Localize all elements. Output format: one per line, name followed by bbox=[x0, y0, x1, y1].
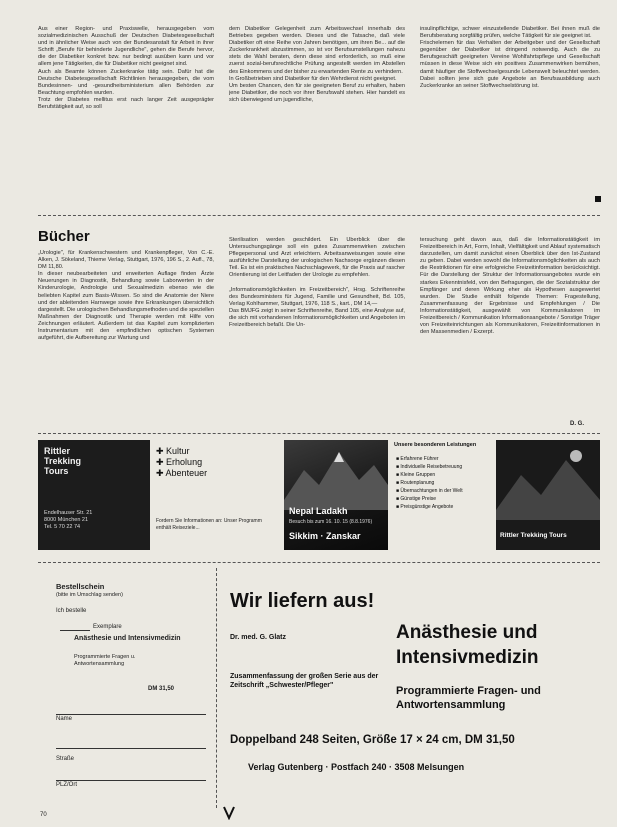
plus-icon: ✚ bbox=[156, 468, 166, 478]
city-field[interactable] bbox=[56, 772, 206, 781]
promo-headline: Wir liefern aus! bbox=[230, 590, 375, 612]
promo-author: Dr. med. G. Glatz bbox=[230, 634, 287, 641]
mountain-icon bbox=[284, 440, 388, 510]
promo-subtitle: Programmierte Fragen- und Antwortensammlung bbox=[396, 685, 541, 711]
promo-ad bbox=[222, 568, 600, 808]
offer-item: ■ Preisgünstige Angebote bbox=[396, 504, 454, 510]
footer-brand: Rittler Trekking Tours bbox=[500, 532, 567, 539]
cut-line bbox=[216, 568, 217, 808]
staple-mark-icon bbox=[222, 806, 236, 820]
order-subtitle: (bitte im Umschlag senden) bbox=[56, 592, 123, 598]
order-book-sub: Programmierte Fragen u. Antwortensammlung bbox=[74, 654, 136, 667]
region-sub: Besuch bis zum 16. 10. 15 (8.8.1976) bbox=[289, 519, 373, 525]
offer-item: ■ Routenplanung bbox=[396, 480, 435, 486]
books-column-2: Sterilisation werden geschildert. Ein Überblick über die Untersuchungsgänge soll ein gutes Zusammenwirken zwischen Pflegepersonal und Arzt erleichtern. Arbeitsanweisungen sowie eine ausführliche Darstellung der urologischen Nachsorge ergänzen diesen Teil. Es ist ein praktisches Nachschlagewerk, für die Praxis auf rascher Orientierung ist der Leitfaden der Urologie zu empfehlen. „Informationsmöglichkeiten im Freizeitbereich", Hrsg. Schriftenreihe des Bundesministers für Jugend, Familie und Gesundheit, Bd. 105, Verlag Kohlhammer, Stuttgart, 1976, 118 S., kart., DM 14,— Das BMJFG zeigt in seiner Schriftenreihe, Band 105, eine Analyse auf, die sich mit vorhandenen Informationsmöglichkeiten und Angeboten im Freizeitbereich befaßt. Die Un- bbox=[229, 237, 405, 329]
order-price: DM 31,50 bbox=[148, 686, 175, 692]
section-heading-books: Bücher bbox=[38, 228, 90, 245]
order-lead: Ich bestelle bbox=[56, 608, 87, 614]
article-column-1: Aus einer Region- und Praxiswelle, herausgegeben vom sozialmedizinischen Ausschuß der Deutschen Diabetesgesellschaft und in ähnlicher Weise auch von der Bundesanstalt für Arbeit in ihrer Schrift „Berufe für behinderte Jugendliche", gehen die Berufe hervor, die der Diabetiker konkret bzw. nur bedingt ausüben kann und vor allem jene Tätigkeiten, die für Diabetiker nicht geeignet sind. Auch als Beamte können Zuckerkranke tätig sein. Dafür hat die Deutsche Diabetesgesellschaft Richtlinien herausgegeben, die vom Bundesinnen- und -gesundheitsministerium allen Behörden zur Beachtung empfohlen wurden. Trotz der Diabetes mellitus erst nach langer Zeit ausgeprägter Berufstätigkeit auf, so soll bbox=[38, 26, 214, 111]
region-title: Nepal Ladakh bbox=[289, 506, 348, 516]
promo-summary: Zusammenfassung der großen Serie aus der Zeitschrift „Schwester/Pfleger" bbox=[230, 673, 379, 689]
landscape-icon bbox=[496, 440, 600, 520]
offers-title: Unsere besonderen Leistungen bbox=[394, 442, 477, 448]
quantity-line[interactable] bbox=[60, 630, 90, 631]
plus-icon: ✚ bbox=[156, 457, 167, 467]
name-label: Name bbox=[56, 716, 73, 722]
bullet-abenteuer: ✚ Abenteuer bbox=[156, 468, 208, 478]
bullet-kultur: ✚ Kultur bbox=[156, 446, 190, 456]
offer-item: ■ Individuelle Reisebetreuung bbox=[396, 464, 463, 470]
article-column-2: dem Diabetiker Gelegenheit zum Arbeitswechsel innerhalb des Betriebes gegeben werden. Dieses und die Tatsache, daß viele Diabetiker oft eine Reihe von Jahren benötigen, um ihren Be... auf die Zuckerkrankheit abzustimmen, so ist vor Berufsumstellungen nahezu stets die Wahl beraten, denn diese sind erforderlich, so muß eine zuerst sozial-berufsrechtliche Prüfung angestellt werden im Abstellen des Einkommens und der bisher zu erwartenden Rente zu verhindern. In Großbetrieben sind Diabetiker für den Wehrdienst nicht geeignet. Um besten Chancen, den für sie geeigneten Beruf zu erhalten, haben jene Diabetiker, die noch vor ihrer Berufswahl stehen. Hier handelt es sich überwiegend um jugendliche, bbox=[229, 26, 405, 103]
offer-item: ■ Kleine Gruppen bbox=[396, 472, 436, 478]
offers-list bbox=[392, 455, 492, 511]
mountain-photo bbox=[284, 440, 388, 550]
order-divider bbox=[38, 562, 600, 563]
trekking-address: Endelhauser Str. 21 8000 München 21 Tel. 5 70 22 74 bbox=[44, 510, 93, 530]
article-column-3: insulinpflichtige, schwer einzustellende Diabetiker. Bei ihnen muß die Berufsberatung sorgfältig prüfen, welche Tätigkeit für sie geeignet ist. Frischelernen für das Verhalten der Arbeitgeber und der Gesellschaft gegenüber der Diabetiker ist dringend notwendig. Auch die zu Berufsgeschäft geeigneten Vereine Wohlfahrtspflege und Gesellschaft müssen in diese Weise sich ein positives Zusammenwirken bemühen, damit häufiger die Stoffwechselgesunde Lebenswelt beleuchtet werden. Dabei sollten jene sich gute Angebote an Berufsausbildung auch Zuckerkranke an seiner Stoffwechselstörung ist. bbox=[420, 26, 600, 89]
books-column-3: tersuchung geht davon aus, daß die Informationstätigkeit im Freizeitbereich in Art, Form, Inhalt, Vielfältigkeit und Ablauf systematisch darzustellen, um damit zunächst einen Überblick über den Ist-Zustand zu geben. Dabei werden sowohl die Informationsmöglichkeiten als auch die Restriktionen für eine erfolgreiche Freizeitinformation berücksichtigt. Für die Darstellung der Struktur der Informationsangebotes wurde ein starkes Erkenntnisfeld, von den Befragungen, die der Sozialstruktur der Empfänger und deren Wirkung eher als Hypothesen ausgewertet wurden. Die Studie enthält folgende Themen: Fragestellung, Zusammenfassung der Ergebnisse und Empfehlungen / Die Informationstätigkeit, ausgewählt von Kommunikatoren im Freizeitbereich / Kommunikation Informationsangebote / Sonstige Träger von Freizeiteinrichtungen als Kommunikatoren, Freizeitinformationen in den Massenmedien / Exzerpt. bbox=[420, 237, 600, 336]
street-label: Straße bbox=[56, 756, 75, 762]
order-book-title: Anästhesie und Intensivmedizin bbox=[74, 635, 181, 642]
books-signature: D. G. bbox=[570, 421, 585, 427]
trekking-note: Fordern Sie Informationen an: Unser Programm enthält Reiseziele... bbox=[156, 518, 262, 531]
promo-title: Anästhesie und Intensivmedizin bbox=[396, 622, 539, 668]
quantity-label: Exemplare bbox=[93, 624, 122, 630]
promo-publisher: Verlag Gutenberg · Postfach 240 · 3508 Melsungen bbox=[248, 762, 465, 772]
order-form bbox=[38, 568, 210, 808]
section-divider bbox=[38, 215, 600, 216]
name-field[interactable] bbox=[56, 706, 206, 715]
region-bottom: Sikkim · Zanskar bbox=[289, 531, 361, 541]
trekking-ad bbox=[38, 440, 600, 550]
trekking-bullets bbox=[156, 446, 276, 479]
offer-item: ■ Günstige Preise bbox=[396, 496, 436, 502]
end-mark bbox=[595, 196, 601, 202]
city-label: PLZ/Ort bbox=[56, 782, 78, 788]
bullet-erholung: ✚ Erholung bbox=[156, 457, 203, 467]
offers-panel bbox=[392, 440, 492, 550]
plus-icon: ✚ bbox=[156, 446, 167, 456]
trekking-brand: Rittler Trekking Tours bbox=[44, 446, 82, 476]
books-column-1: „Urologie", für Krankenschwestern und Krankenpfleger, Von C.-E. Alken, J. Sökeland, Thieme Verlag, Stuttgart, 1976, 196 S., 2. Aufl., 78, DM 11,80. In dieser neubearbeiteten und erweiterten Auflage finden Ärzte Neuerungen in Diagnostik, Behandlung sowie Laborwerten in der Kinderurologie, Andrologie und Sexualmedizin ebenso wie die beliebten Kapitel zum Basis-Wissen. So sind die Anatomie der Niere und der ableitenden Harnwege sowie ihre Erkrankungen übersichtlich dargestellt. Die urologischen Behandlungsmethoden und die speziellen Maßnahmen der Diagnostik und Therapie werden mit Hilfe von Zeichnungen erläutert. Außerdem ist das Kapitel zum komplizierten Instrumentarium mit den empfindlichen optischen Systemen aufgeführt, die Aufbereitung zur Wartung und bbox=[38, 250, 214, 342]
offer-item: ■ Übernachtungen in der Welt bbox=[396, 488, 463, 494]
promo-specs: Doppelband 248 Seiten, Größe 17 × 24 cm, DM 31,50 bbox=[230, 734, 515, 746]
offer-item: ■ Erfahrene Führer bbox=[396, 456, 439, 462]
ad-divider bbox=[38, 433, 600, 434]
trekking-photo-right bbox=[496, 440, 600, 550]
order-title: Bestellschein bbox=[56, 582, 105, 591]
page-number: 70 bbox=[40, 812, 47, 818]
trekking-brand-panel bbox=[38, 440, 150, 550]
street-field[interactable] bbox=[56, 740, 206, 749]
